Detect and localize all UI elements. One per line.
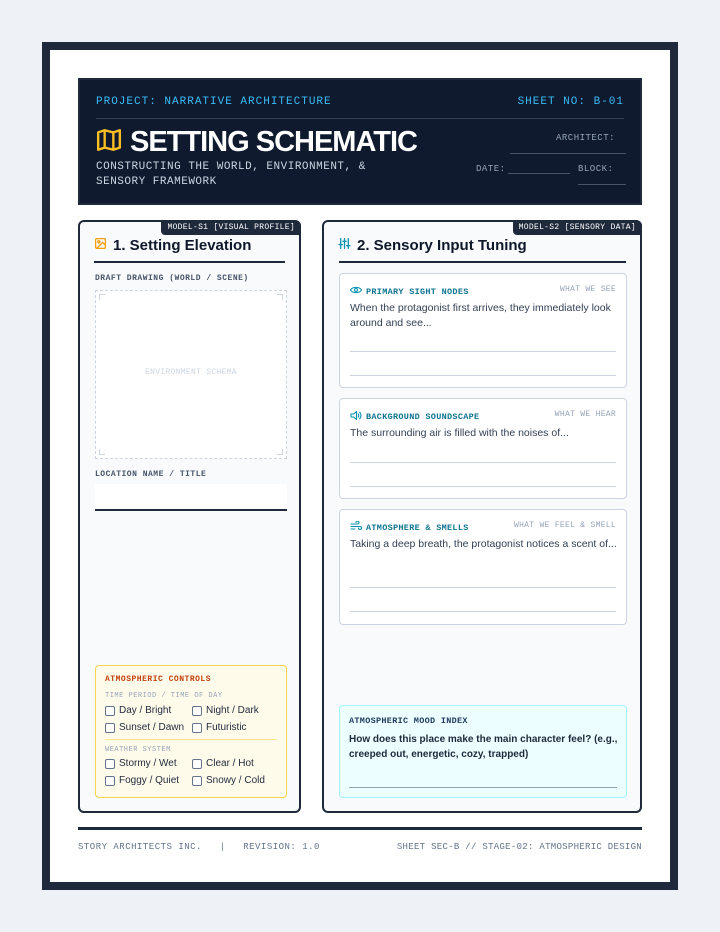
card-title: ATMOSPHERE & SMELLS xyxy=(366,522,469,533)
panel-divider xyxy=(94,261,285,263)
location-label: LOCATION NAME / TITLE xyxy=(95,470,207,479)
checkbox-night-dark[interactable] xyxy=(192,705,259,716)
footer-divider xyxy=(78,827,642,830)
sheet-number: SHEET NO: B-01 xyxy=(517,96,624,108)
draft-drawing-area[interactable] xyxy=(95,290,287,459)
setting-elevation-panel xyxy=(78,220,301,813)
header-divider xyxy=(96,118,624,119)
panel-heading xyxy=(338,237,527,254)
writing-line[interactable] xyxy=(350,611,616,612)
option-label: Futuristic xyxy=(206,722,247,733)
title-row xyxy=(96,126,417,159)
speaker-icon xyxy=(350,410,362,424)
sensory-input-panel xyxy=(322,220,642,813)
image-icon xyxy=(94,237,107,254)
map-icon xyxy=(96,127,122,158)
draft-label: DRAFT DRAWING (WORLD / SCENE) xyxy=(95,274,249,283)
block-field[interactable] xyxy=(578,184,626,185)
eye-icon xyxy=(350,285,362,298)
option-label: Stormy / Wet xyxy=(119,758,177,769)
checkbox-day-bright[interactable] xyxy=(105,705,171,716)
checkbox[interactable] xyxy=(105,723,115,733)
project-label: PROJECT: NARRATIVE ARCHITECTURE xyxy=(96,96,332,108)
atmospheric-controls xyxy=(95,665,287,798)
mood-title: ATMOSPHERIC MOOD INDEX xyxy=(349,716,468,726)
checkbox[interactable] xyxy=(105,706,115,716)
architect-label: ARCHITECT: xyxy=(556,133,616,143)
checkbox-sunset-dawn[interactable] xyxy=(105,722,184,733)
atmospheric-divider xyxy=(105,739,277,740)
checkbox[interactable] xyxy=(192,706,202,716)
draft-placeholder: ENVIRONMENT SCHEMA xyxy=(145,368,237,377)
weather-label: WEATHER SYSTEM xyxy=(105,746,171,754)
writing-line[interactable] xyxy=(350,587,616,588)
writing-line[interactable] xyxy=(350,486,616,487)
panel-title: 2. Sensory Input Tuning xyxy=(357,237,527,254)
card-prompt: The surrounding air is filled with the noises of... xyxy=(350,427,569,439)
panel-title: 1. Setting Elevation xyxy=(113,237,252,254)
panel-tag: MODEL-S1 [VISUAL PROFILE] xyxy=(161,220,301,235)
writing-line[interactable] xyxy=(350,462,616,463)
wind-icon xyxy=(350,521,362,534)
checkbox[interactable] xyxy=(105,759,115,769)
option-label: Sunset / Dawn xyxy=(119,722,185,733)
corner-mark xyxy=(277,294,283,300)
checkbox[interactable] xyxy=(192,723,202,733)
card-heading xyxy=(350,285,469,298)
card-prompt: Taking a deep breath, the protagonist notices a scent of... xyxy=(350,538,617,550)
panel-divider xyxy=(339,261,626,263)
card-category: WHAT WE FEEL & SMELL xyxy=(513,521,616,530)
sound-card xyxy=(339,398,627,499)
panel-tag: MODEL-S2 [SENSORY DATA] xyxy=(513,220,642,235)
option-label: Night / Dark xyxy=(206,705,259,716)
date-field[interactable] xyxy=(508,173,570,174)
checkbox-clear-hot[interactable] xyxy=(192,758,254,769)
atmosphere-card xyxy=(339,509,627,625)
atmospheric-title: ATMOSPHERIC CONTROLS xyxy=(105,675,212,684)
corner-mark xyxy=(99,294,105,300)
mood-question: How does this place make the main character feel? (e.g., creeped out, energetic, cozy, trapped) xyxy=(349,734,618,760)
location-name-field[interactable] xyxy=(95,484,287,511)
footer-company: STORY ARCHITECTS INC. | REVISION: 1.0 xyxy=(78,842,320,852)
checkbox[interactable] xyxy=(192,776,202,786)
card-prompt: When the protagonist first arrives, they immediately look around and see... xyxy=(350,302,611,329)
card-title: BACKGROUND SOUNDSCAPE xyxy=(366,412,480,422)
date-label: DATE: xyxy=(476,164,506,174)
checkbox-foggy-quiet[interactable] xyxy=(105,775,179,786)
writing-line[interactable] xyxy=(350,351,616,352)
corner-mark xyxy=(277,449,283,455)
card-heading xyxy=(350,521,469,534)
corner-mark xyxy=(99,449,105,455)
mood-index-box xyxy=(339,705,627,798)
panel-heading xyxy=(94,237,251,254)
checkbox-stormy-wet[interactable] xyxy=(105,758,177,769)
checkbox-snowy-cold[interactable] xyxy=(192,775,265,786)
footer-sheet-info: SHEET SEC-B // STAGE-02: ATMOSPHERIC DESIGN xyxy=(396,842,642,852)
block-label: BLOCK: xyxy=(578,164,614,174)
card-title: PRIMARY SIGHT NODES xyxy=(366,286,469,297)
time-period-label: TIME PERIOD / TIME OF DAY xyxy=(105,692,223,700)
checkbox-futuristic[interactable] xyxy=(192,722,247,733)
card-heading xyxy=(350,410,479,424)
architect-field[interactable] xyxy=(510,153,626,154)
page-subtitle: CONSTRUCTING THE WORLD, ENVIRONMENT, & SENSORY FRAMEWORK xyxy=(96,161,366,188)
header-block xyxy=(78,78,642,205)
checkbox[interactable] xyxy=(192,759,202,769)
page-title: SETTING SCHEMATIC xyxy=(130,126,417,158)
option-label: Foggy / Quiet xyxy=(119,775,180,786)
card-category: WHAT WE SEE xyxy=(559,285,616,294)
checkbox[interactable] xyxy=(105,776,115,786)
option-label: Clear / Hot xyxy=(206,758,254,769)
option-label: Day / Bright xyxy=(119,705,172,716)
card-category: WHAT WE HEAR xyxy=(554,410,616,419)
sight-card xyxy=(339,273,627,388)
option-label: Snowy / Cold xyxy=(206,775,265,786)
writing-line[interactable] xyxy=(350,375,616,376)
mood-answer-line[interactable] xyxy=(349,787,617,788)
sliders-icon xyxy=(338,237,351,254)
